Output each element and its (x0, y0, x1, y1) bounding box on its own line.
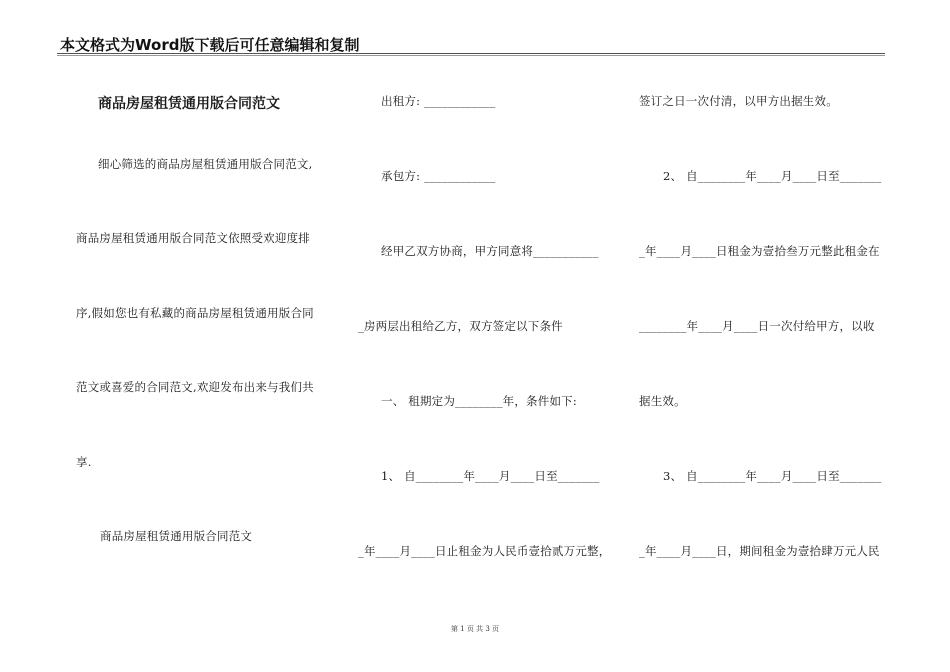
paragraph-line: 承包方: ____________ (381, 169, 496, 183)
paragraph-line: 商品房屋租赁通用版合同范文 (100, 529, 253, 543)
paragraph-line: _年____月____日租金为壹拾叁万元整此租金在 (639, 244, 880, 258)
paragraph-line: 据生效。 (639, 394, 686, 408)
paragraph-line: 2、 自________年____月____日至_______ (663, 169, 882, 183)
paragraph-line: 享. (76, 455, 92, 469)
page-footer: 第 1 页 共 3 页 (450, 625, 500, 633)
paragraph-line: _年____月____日止租金为人民币壹拾贰万元整， (358, 544, 611, 558)
header-divider-secondary (57, 55, 885, 56)
paragraph-line: 范文或喜爱的合同范文,欢迎发布出来与我们共 (76, 380, 314, 394)
paragraph-line: 商品房屋租赁通用版合同范文依照受欢迎度排 (76, 231, 310, 245)
header-divider (57, 53, 885, 54)
paragraph-line: 序,假如您也有私藏的商品房屋租赁通用版合同 (76, 306, 314, 320)
paragraph-line: 经甲乙双方协商，甲方同意将___________ (381, 244, 599, 258)
paragraph-line: 3、 自________年____月____日至_______ (663, 469, 882, 483)
paragraph-line: ________年____月____日一次付给甲方，以收 (639, 319, 875, 333)
paragraph-line: 出租方: ____________ (381, 94, 496, 108)
paragraph-line: 一、 租期定为________年，条件如下: (381, 394, 577, 408)
paragraph-line: _房两层出租给乙方，双方签定以下条件 (358, 319, 563, 333)
document-header-title: 本文格式为Word版下载后可任意编辑和复制 (60, 36, 360, 54)
paragraph-line: 1、 自________年____月____日至_______ (381, 469, 600, 483)
paragraph-line: _年____月____日，期间租金为壹拾肆万元人民 (639, 544, 880, 558)
paragraph-line: 细心筛选的商品房屋租赁通用版合同范文, (98, 157, 313, 171)
document-title: 商品房屋租赁通用版合同范文 (98, 96, 280, 112)
paragraph-line: 签订之日一次付清，以甲方出据生效。 (639, 94, 838, 108)
